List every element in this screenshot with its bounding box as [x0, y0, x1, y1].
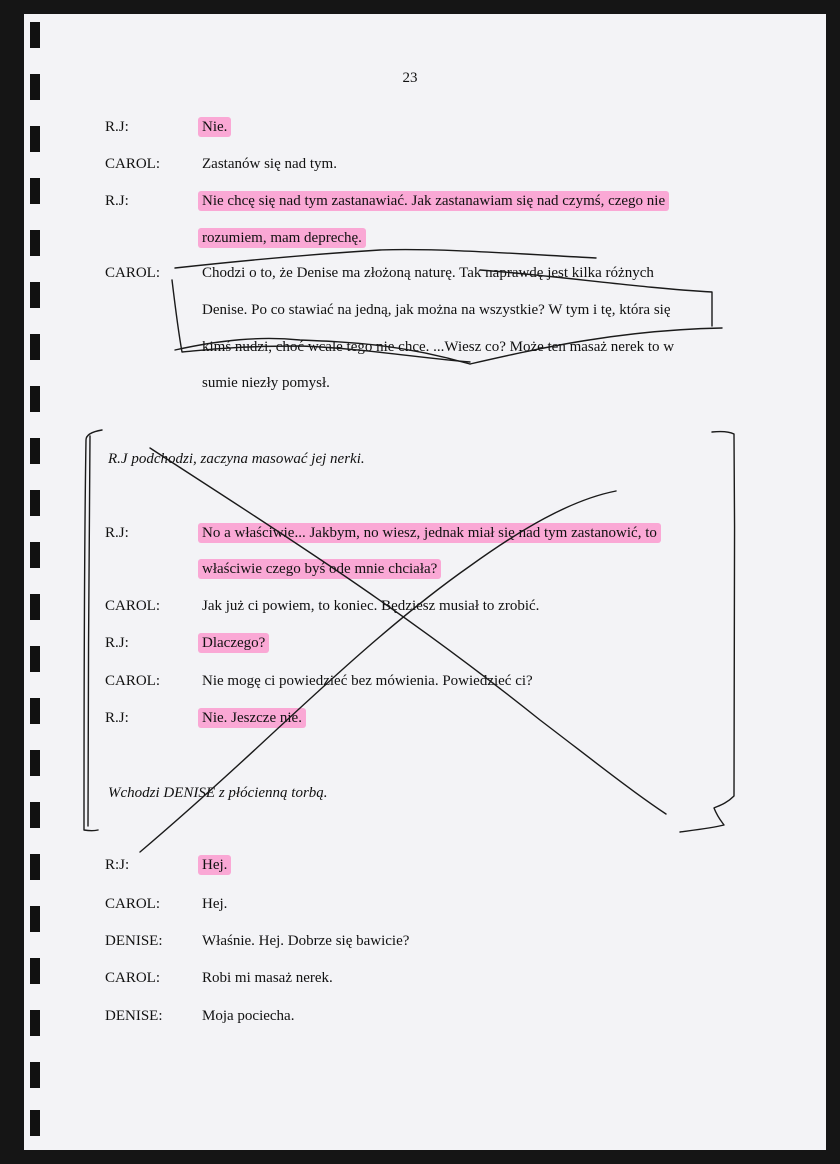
speaker-label: R.J:: [105, 635, 129, 651]
binding-hole: [30, 490, 40, 516]
speaker-label: CAROL:: [105, 598, 161, 614]
dialogue-line: [0, 1008, 840, 1028]
dialogue-line: [0, 673, 840, 693]
dialogue-text: [202, 119, 231, 136]
speaker-label: R:J:: [105, 857, 130, 873]
dialogue-text: Moja pociecha.: [202, 1008, 295, 1024]
speaker-label: R.J:: [105, 119, 129, 135]
speaker-label: CAROL:: [105, 265, 161, 281]
highlighted-text: Hej.: [198, 855, 231, 875]
dialogue-line: [0, 302, 840, 322]
dialogue-text: Denise. Po co stawiać na jedną, jak można na wszystkie? W tym i tę, która się: [202, 302, 671, 318]
dialogue-line: [0, 970, 840, 990]
speaker-label: DENISE:: [105, 933, 163, 949]
dialogue-text: Chodzi o to, że Denise ma złożoną naturę. Tak naprawdę jest kilka różnych: [202, 265, 654, 281]
dialogue-line: [0, 857, 840, 877]
dialogue-text: sumie niezły pomysł.: [202, 375, 330, 391]
dialogue-line: [0, 375, 840, 395]
dialogue-text: kimś nudzi, choć wcale tego nie chce. ...Wiesz co? Może ten masaż nerek to w: [202, 339, 675, 355]
stage-direction: [0, 785, 840, 805]
binding-hole: [30, 1062, 40, 1088]
dialogue-text: Nie mogę ci powiedzieć bez mówienia. Powiedzieć ci?: [202, 673, 533, 689]
dialogue-text: [202, 561, 441, 578]
speaker-label: R.J:: [105, 525, 129, 541]
dialogue-text: Zastanów się nad tym.: [202, 156, 337, 172]
binding-hole: [30, 750, 40, 776]
dialogue-line: [0, 230, 840, 250]
dialogue-text: Jak już ci powiem, to koniec. Będziesz musiał to zrobić.: [202, 598, 540, 614]
dialogue-line: [0, 193, 840, 213]
binding-hole: [30, 22, 40, 48]
dialogue-text: [202, 193, 669, 210]
speaker-label: R.J:: [105, 193, 129, 209]
dialogue-line: [0, 339, 840, 359]
speaker-label: CAROL:: [105, 896, 161, 912]
dialogue-line: [0, 896, 840, 916]
highlighted-text: No a właściwie... Jakbym, no wiesz, jednak miał się nad tym zastanowić, to: [198, 523, 661, 543]
dialogue-text: Właśnie. Hej. Dobrze się bawicie?: [202, 933, 410, 949]
highlighted-text: Dlaczego?: [198, 633, 269, 653]
dialogue-text: [202, 525, 661, 542]
dialogue-line: [0, 525, 840, 545]
highlighted-text: Nie chcę się nad tym zastanawiać. Jak zastanawiam się nad czymś, czego nie: [198, 191, 669, 211]
speaker-label: CAROL:: [105, 156, 161, 172]
dialogue-line: [0, 598, 840, 618]
dialogue-text: Hej.: [202, 896, 228, 912]
highlighted-text: Nie.: [198, 117, 231, 137]
dialogue-line: [0, 635, 840, 655]
dialogue-line: [0, 561, 840, 581]
dialogue-text: [202, 635, 269, 652]
dialogue-line: [0, 265, 840, 285]
page-number: 23: [402, 70, 418, 86]
stage-direction-text: Wchodzi DENISE z płócienną torbą.: [108, 785, 328, 801]
highlighted-text: Nie. Jeszcze nie.: [198, 708, 306, 728]
dialogue-text: Robi mi masaż nerek.: [202, 970, 333, 986]
dialogue-line: [0, 710, 840, 730]
speaker-label: CAROL:: [105, 970, 161, 986]
highlighted-text: właściwie czego byś ode mnie chciała?: [198, 559, 441, 579]
dialogue-line: [0, 933, 840, 953]
dialogue-text: [202, 230, 366, 247]
binding-hole: [30, 1110, 40, 1136]
dialogue-text: [202, 710, 306, 727]
speaker-label: DENISE:: [105, 1008, 163, 1024]
dialogue-line: [0, 156, 840, 176]
stage-direction: [0, 451, 840, 471]
speaker-label: R.J:: [105, 710, 129, 726]
stage-direction-text: R.J podchodzi, zaczyna masować jej nerki.: [108, 451, 365, 467]
speaker-label: CAROL:: [105, 673, 161, 689]
highlighted-text: rozumiem, mam deprechę.: [198, 228, 366, 248]
binding-hole: [30, 802, 40, 828]
dialogue-line: [0, 119, 840, 139]
dialogue-text: [202, 857, 231, 874]
